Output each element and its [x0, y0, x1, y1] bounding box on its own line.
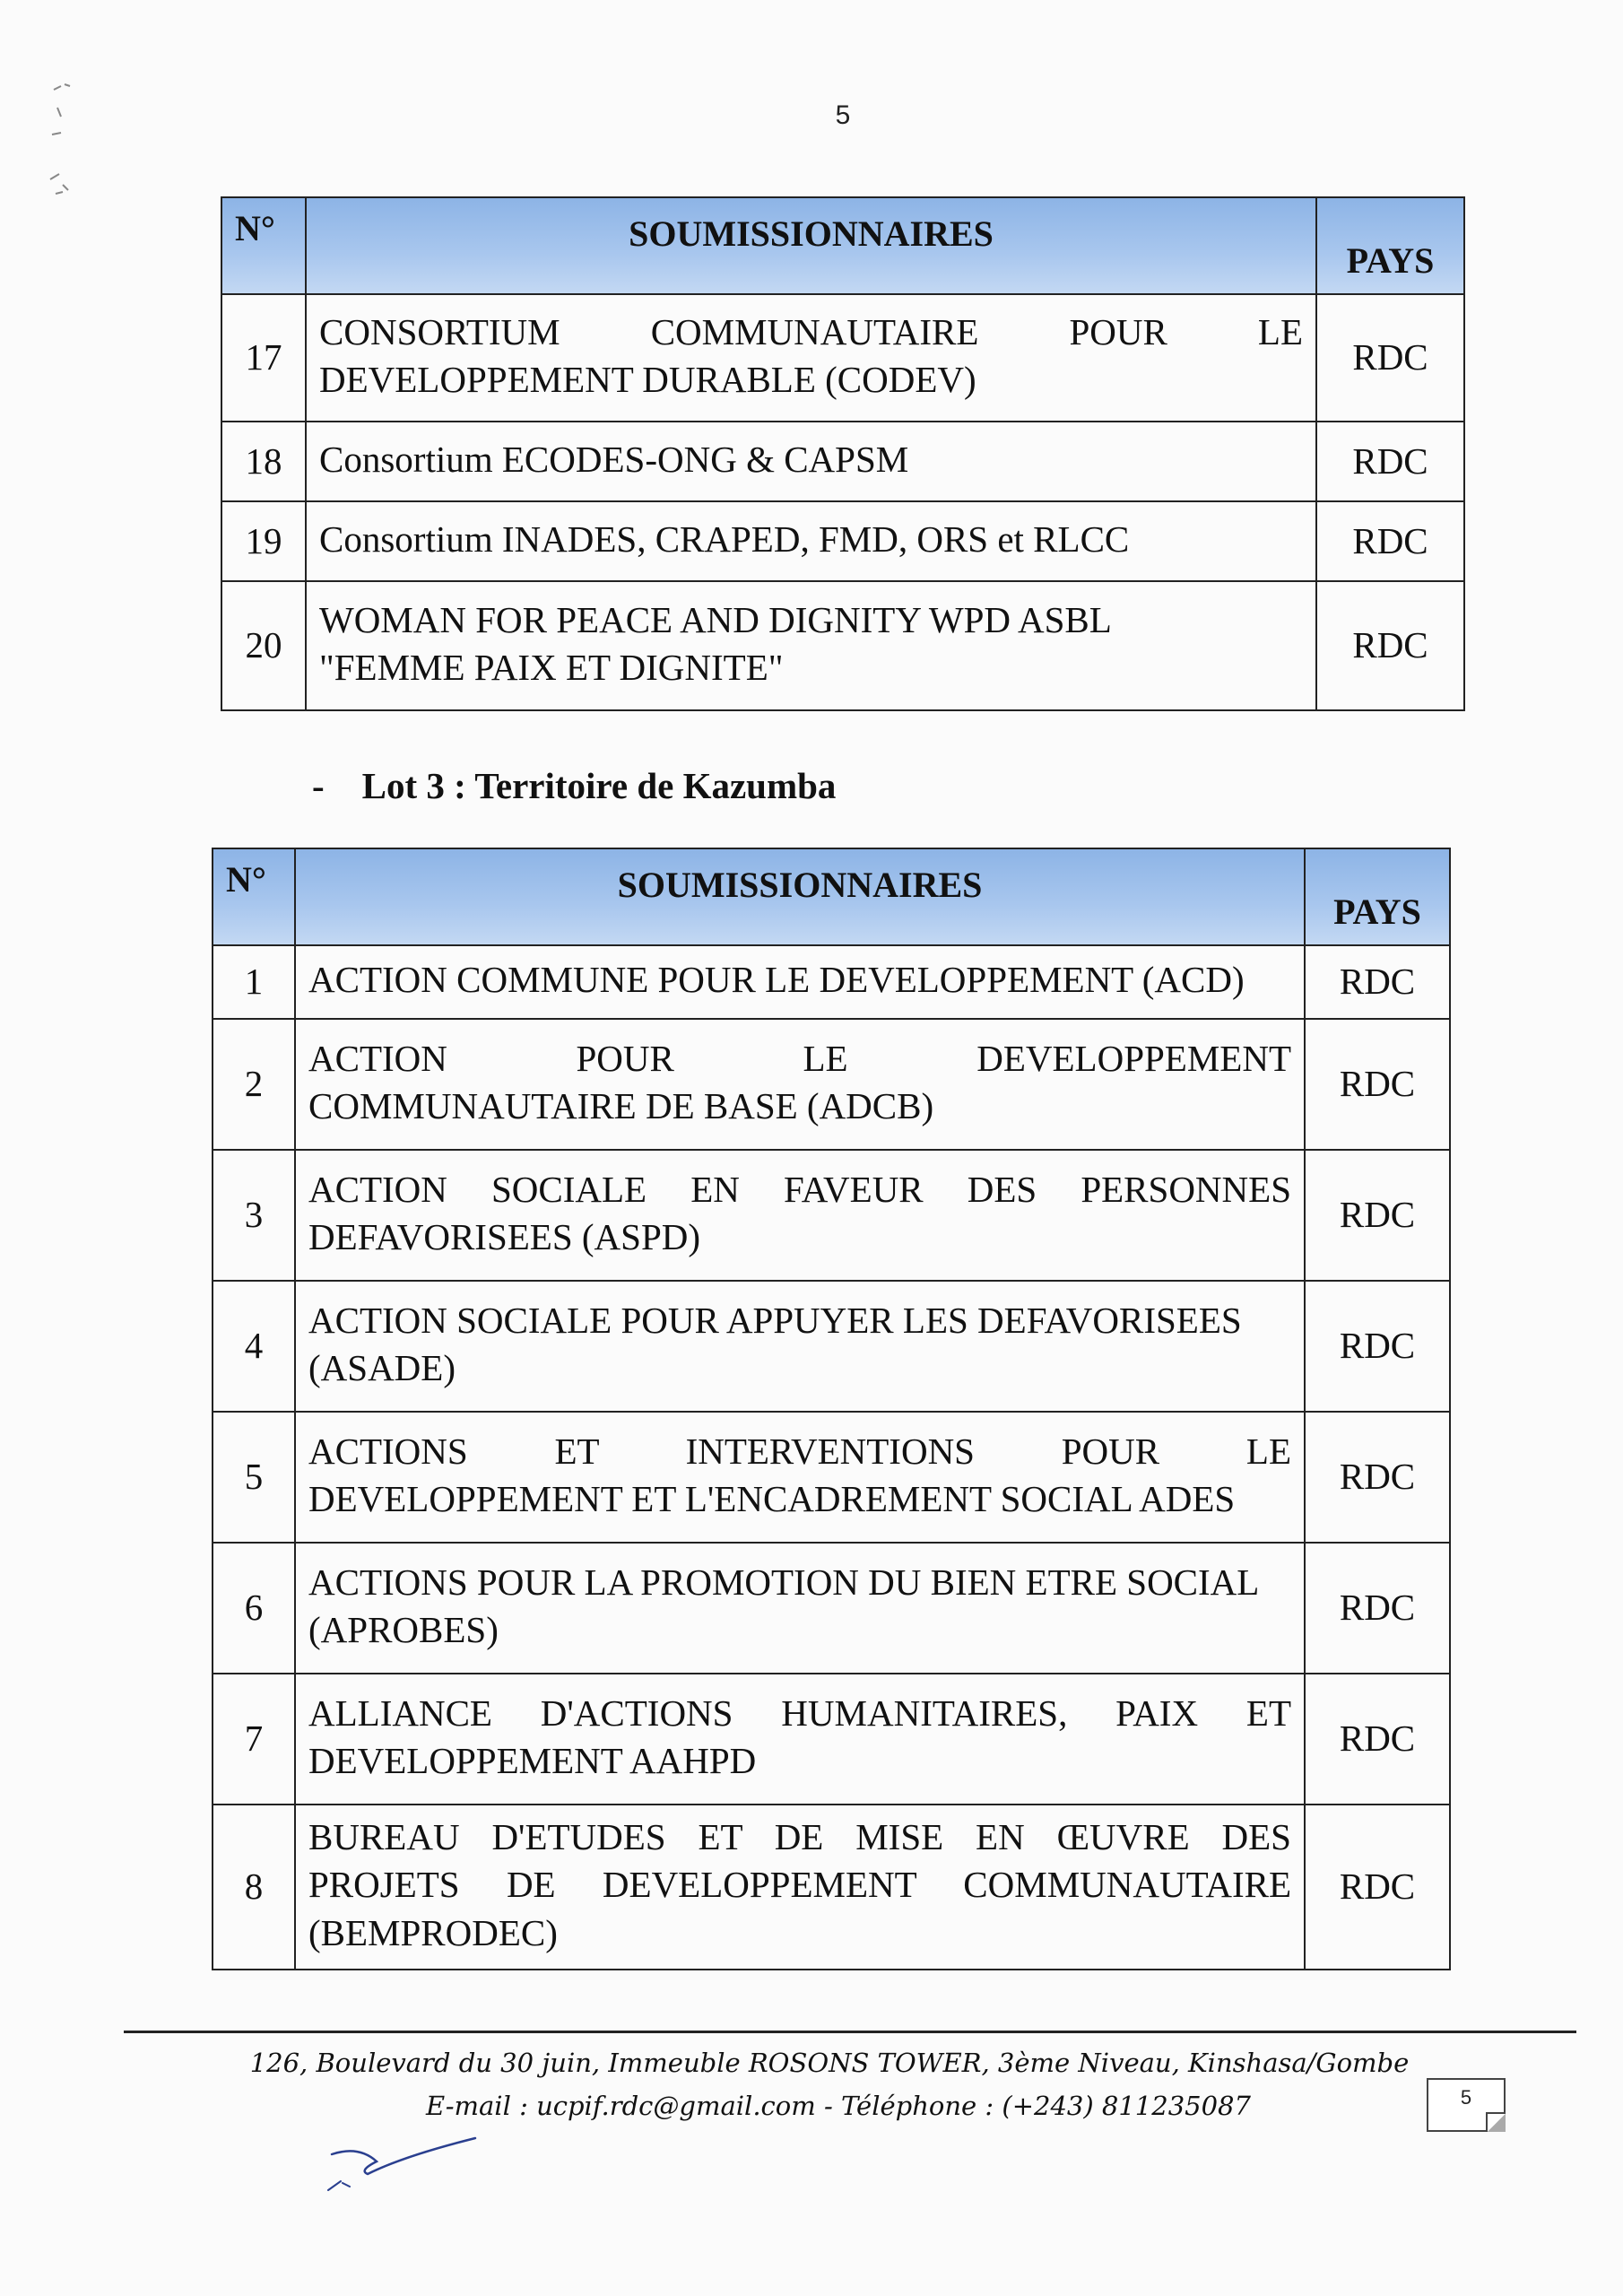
bidder-name-line2: DEVELOPPEMENT AAHPD — [308, 1740, 757, 1781]
bidder-name: Consortium INADES, CRAPED, FMD, ORS et RLCC — [306, 501, 1316, 581]
table-header-row — [213, 848, 1450, 945]
row-number: 17 — [221, 294, 306, 422]
table-row — [213, 1543, 1450, 1674]
table-header-row — [221, 197, 1464, 294]
bidder-name-line1: CONSORTIUM COMMUNAUTAIRE POUR LE — [319, 310, 1303, 352]
bidders-table-lot2 — [221, 196, 1465, 711]
header-country: PAYS — [1305, 848, 1450, 945]
header-no: N° — [213, 848, 295, 945]
table-row — [213, 1019, 1450, 1150]
bidder-name-line2: (APROBES) — [308, 1609, 499, 1650]
footer-address: 126, Boulevard du 30 juin, Immeuble ROSONS TOWER, 3ème Niveau, Kinshasa/Gombe — [249, 2048, 1410, 2078]
bidder-name — [295, 1805, 1305, 1970]
table-row — [221, 501, 1464, 581]
bidder-name-line1: ACTION SOCIALE EN FAVEUR DES PERSONNES — [308, 1168, 1291, 1210]
header-country: PAYS — [1316, 197, 1464, 294]
header-bidders: SOUMISSIONNAIRES — [295, 848, 1305, 945]
bidder-name — [306, 294, 1316, 422]
bidder-name: Consortium ECODES-ONG & CAPSM — [306, 422, 1316, 501]
bidder-name-line2: COMMUNAUTAIRE DE BASE (ADCB) — [308, 1085, 934, 1126]
bidder-name — [295, 1543, 1305, 1674]
header-no: N° — [221, 197, 306, 294]
footer-contact: E-mail : ucpif.rdc@gmail.com - Téléphone : (+243) 811235087 — [426, 2091, 1251, 2121]
row-number: 4 — [213, 1281, 295, 1412]
bidder-name: ACTION COMMUNE POUR LE DEVELOPPEMENT (ACD) — [295, 945, 1305, 1019]
bidders-table-lot3 — [212, 848, 1451, 1970]
bidder-country: RDC — [1316, 501, 1464, 581]
table-row — [221, 294, 1464, 422]
table-row — [221, 581, 1464, 710]
bidder-name — [306, 581, 1316, 710]
bidder-name-line2: (ASADE) — [308, 1347, 456, 1388]
bidder-country: RDC — [1305, 1674, 1450, 1805]
lot-3-heading — [312, 764, 836, 807]
bidder-country: RDC — [1316, 581, 1464, 710]
bidder-country: RDC — [1305, 1805, 1450, 1970]
bidder-name — [295, 1281, 1305, 1412]
bidder-country: RDC — [1305, 1281, 1450, 1412]
bidder-name-line1: ACTIONS POUR LA PROMOTION DU BIEN ETRE SOCIAL — [308, 1561, 1260, 1603]
bidder-name-line1: ALLIANCE D'ACTIONS HUMANITAIRES, PAIX ET — [308, 1692, 1291, 1734]
table-row — [213, 1412, 1450, 1543]
bidder-name-line2: DEVELOPPEMENT ET L'ENCADREMENT SOCIAL ADES — [308, 1478, 1236, 1519]
table-row — [213, 945, 1450, 1019]
table-row — [213, 1674, 1450, 1805]
bidder-country: RDC — [1316, 294, 1464, 422]
row-number: 2 — [213, 1019, 295, 1150]
bidder-country: RDC — [1316, 422, 1464, 501]
row-number: 18 — [221, 422, 306, 501]
bidder-country: RDC — [1305, 1543, 1450, 1674]
footer-divider — [124, 2031, 1576, 2033]
bidder-country: RDC — [1305, 1150, 1450, 1281]
page-number: 5 — [835, 100, 851, 130]
bidder-name — [295, 1019, 1305, 1150]
table-row — [213, 1805, 1450, 1970]
footer-page-box: 5 — [1427, 2078, 1506, 2132]
bidder-country: RDC — [1305, 945, 1450, 1019]
bidder-name-line2: "FEMME PAIX ET DIGNITE" — [319, 647, 784, 688]
scan-marks-icon — [45, 72, 99, 206]
row-number: 7 — [213, 1674, 295, 1805]
bidder-name — [295, 1412, 1305, 1543]
bullet-dash: - — [312, 765, 325, 806]
header-bidders: SOUMISSIONNAIRES — [306, 197, 1316, 294]
bidder-name-line2: (BEMPRODEC) — [308, 1911, 558, 1953]
signature-icon — [316, 2118, 495, 2217]
bidder-name-line1: BUREAU D'ETUDES ET DE MISE EN ŒUVRE DES — [308, 1816, 1291, 1858]
row-number: 20 — [221, 581, 306, 710]
bidder-name-line1: ACTION POUR LE DEVELOPPEMENT — [308, 1037, 1291, 1079]
table-row — [213, 1150, 1450, 1281]
bidder-name-line1: WOMAN FOR PEACE AND DIGNITY WPD ASBL — [319, 598, 1112, 640]
row-number: 19 — [221, 501, 306, 581]
bidder-name-line2: DEVELOPPEMENT DURABLE (CODEV) — [319, 359, 976, 400]
row-number: 6 — [213, 1543, 295, 1674]
bidder-name-line1: ACTIONS ET INTERVENTIONS POUR LE — [308, 1430, 1291, 1472]
bidder-name-line2: DEFAVORISEES (ASPD) — [308, 1216, 701, 1257]
table-row — [221, 422, 1464, 501]
bidder-name-line1: ACTION SOCIALE POUR APPUYER LES DEFAVORISEES — [308, 1299, 1242, 1341]
lot-3-title: Lot 3 : Territoire de Kazumba — [361, 765, 837, 806]
bidder-name — [295, 1674, 1305, 1805]
bidder-country: RDC — [1305, 1412, 1450, 1543]
bidder-name-line1b: PROJETS DE DEVELOPPEMENT COMMUNAUTAIRE — [308, 1864, 1291, 1906]
row-number: 1 — [213, 945, 295, 1019]
bidder-name — [295, 1150, 1305, 1281]
table-row — [213, 1281, 1450, 1412]
bidder-country: RDC — [1305, 1019, 1450, 1150]
row-number: 3 — [213, 1150, 295, 1281]
row-number: 8 — [213, 1805, 295, 1970]
row-number: 5 — [213, 1412, 295, 1543]
